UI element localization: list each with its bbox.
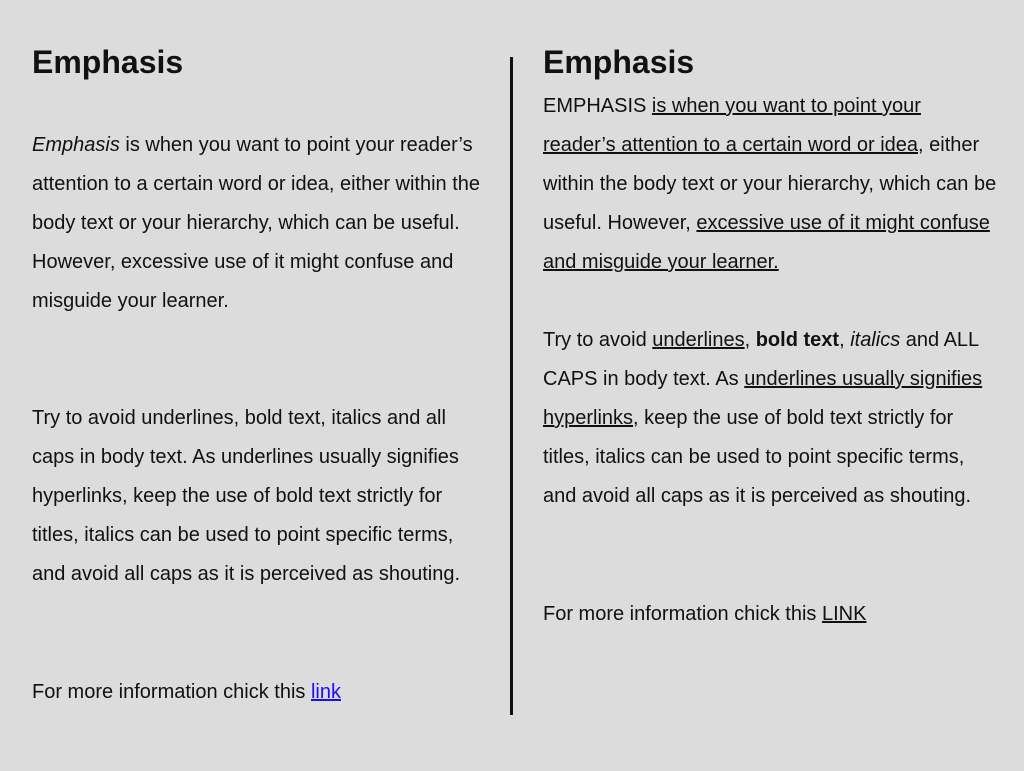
- left-paragraph-1-text: is when you want to point your reader’s attention to a certain word or idea, either within the body text or your hierarchy, which can be useful. However, excessive use of it might confuse and misguide your learner.: [32, 134, 481, 312]
- right-p2-text-1: Try to avoid: [543, 329, 653, 351]
- right-p2-italic: italics: [850, 329, 901, 351]
- left-paragraph-2: Try to avoid underlines, bold text, italics and all caps in body text. As underlines usually signifies hyperlinks, keep the use of bold text strictly for titles, italics can be used to point specific terms, and avoid all caps as it is perceived as shouting.: [32, 407, 461, 585]
- right-p2-underlined-2: underlines usually signifies hyperlinks: [543, 368, 983, 429]
- left-italic-emphasis: Emphasis: [32, 134, 120, 156]
- right-caps-emphasis: EMPHASIS: [543, 95, 647, 117]
- right-p2-text-4: and ALL CAPS in body text. As: [543, 329, 979, 390]
- right-info-link[interactable]: LINK: [821, 603, 867, 625]
- right-paragraph-1: [543, 87, 998, 282]
- right-paragraph-1-text: , either within the body text or your hierarchy, which can be useful. However,: [543, 134, 997, 234]
- right-p2-text-3: ,: [839, 329, 851, 351]
- left-info-prefix: For more information chick this: [32, 681, 311, 703]
- right-p2-bold: bold text: [755, 329, 840, 351]
- right-p2-text-2: ,: [744, 329, 756, 351]
- right-title: Emphasis: [543, 44, 695, 80]
- left-title: Emphasis: [32, 44, 184, 80]
- left-paragraph-3: [32, 673, 492, 712]
- left-paragraph-1: [32, 126, 482, 321]
- column-divider: [510, 57, 513, 715]
- right-underlined-phrase-1: is when you want to point your reader’s attention to a certain word or idea: [543, 95, 921, 156]
- right-underlined-phrase-2: excessive use of it might confuse and misguide your learner.: [543, 212, 990, 273]
- left-info-link[interactable]: link: [310, 681, 341, 703]
- right-p2-underlined-1: underlines: [652, 329, 745, 351]
- right-info-prefix: For more information chick this: [543, 603, 822, 625]
- right-paragraph-2: [543, 321, 998, 516]
- right-paragraph-3: [543, 595, 998, 634]
- right-p2-text-5: , keep the use of bold text strictly for titles, italics can be used to point specific terms, and avoid all caps as it is perceived as shouting.: [543, 407, 972, 507]
